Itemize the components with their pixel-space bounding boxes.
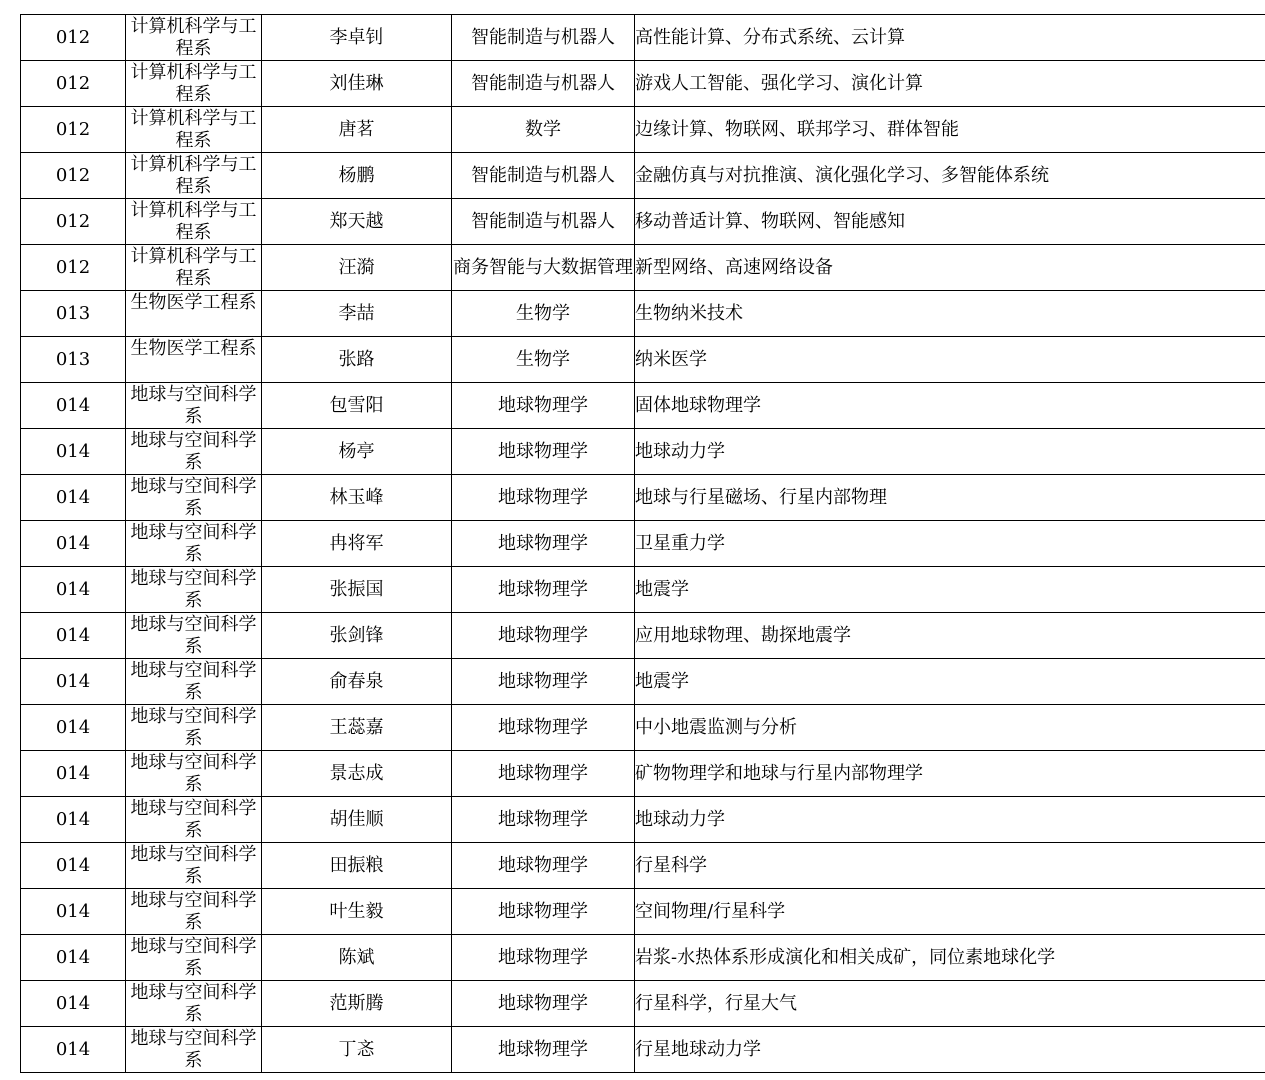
department-text: 地球与空间科学系 xyxy=(130,706,257,749)
supervisor-name-cell: 包雪阳 xyxy=(262,383,452,429)
major-cell: 生物学 xyxy=(452,337,635,383)
department-text: 地球与空间科学系 xyxy=(130,568,257,611)
department-cell xyxy=(126,337,262,383)
research-direction-cell: 金融仿真与对抗推演、演化强化学习、多智能体系统 xyxy=(635,153,1265,199)
major-cell: 地球物理学 xyxy=(452,475,635,521)
department-text: 计算机科学与工程系 xyxy=(130,16,257,59)
major-cell: 商务智能与大数据管理 xyxy=(452,245,635,291)
department-text: 地球与空间科学系 xyxy=(130,614,257,657)
department-cell xyxy=(126,429,262,475)
department-text: 计算机科学与工程系 xyxy=(130,108,257,151)
major-cell: 智能制造与机器人 xyxy=(452,199,635,245)
major-cell: 地球物理学 xyxy=(452,383,635,429)
table-row xyxy=(21,429,1265,475)
major-cell: 地球物理学 xyxy=(452,797,635,843)
table-row xyxy=(21,107,1265,153)
dept-code-cell: 012 xyxy=(21,61,126,107)
dept-code-cell: 014 xyxy=(21,1027,126,1073)
supervisor-name-cell: 汪漪 xyxy=(262,245,452,291)
department-text: 地球与空间科学系 xyxy=(130,890,257,933)
supervisor-name-cell: 陈斌 xyxy=(262,935,452,981)
supervisor-name-cell: 胡佳顺 xyxy=(262,797,452,843)
department-text: 计算机科学与工程系 xyxy=(130,200,257,243)
supervisor-name-cell: 张振国 xyxy=(262,567,452,613)
department-cell xyxy=(126,15,262,61)
table-row xyxy=(21,981,1265,1027)
table-row xyxy=(21,797,1265,843)
supervisor-name-cell: 林玉峰 xyxy=(262,475,452,521)
department-cell xyxy=(126,383,262,429)
table-row xyxy=(21,843,1265,889)
department-cell xyxy=(126,475,262,521)
dept-code-cell: 012 xyxy=(21,153,126,199)
research-direction-cell: 游戏人工智能、强化学习、演化计算 xyxy=(635,61,1265,107)
table-row xyxy=(21,705,1265,751)
supervisor-table xyxy=(20,14,1265,1073)
major-cell: 智能制造与机器人 xyxy=(452,153,635,199)
major-cell: 数学 xyxy=(452,107,635,153)
major-cell: 智能制造与机器人 xyxy=(452,15,635,61)
department-text: 地球与空间科学系 xyxy=(130,660,257,703)
department-text: 地球与空间科学系 xyxy=(130,384,257,427)
major-cell: 地球物理学 xyxy=(452,613,635,659)
dept-code-cell: 014 xyxy=(21,843,126,889)
table-row xyxy=(21,1027,1265,1073)
dept-code-cell: 014 xyxy=(21,567,126,613)
dept-code-cell: 014 xyxy=(21,935,126,981)
department-text: 地球与空间科学系 xyxy=(130,430,257,473)
table-row xyxy=(21,613,1265,659)
research-direction-cell: 应用地球物理、勘探地震学 xyxy=(635,613,1265,659)
research-direction-cell: 矿物物理学和地球与行星内部物理学 xyxy=(635,751,1265,797)
research-direction-cell: 边缘计算、物联网、联邦学习、群体智能 xyxy=(635,107,1265,153)
research-direction-cell: 卫星重力学 xyxy=(635,521,1265,567)
major-cell: 地球物理学 xyxy=(452,521,635,567)
department-cell xyxy=(126,61,262,107)
supervisor-name-cell: 郑天越 xyxy=(262,199,452,245)
supervisor-name-cell: 张剑锋 xyxy=(262,613,452,659)
department-text: 计算机科学与工程系 xyxy=(130,246,257,289)
dept-code-cell: 014 xyxy=(21,889,126,935)
department-cell xyxy=(126,797,262,843)
dept-code-cell: 013 xyxy=(21,291,126,337)
dept-code-cell: 012 xyxy=(21,245,126,291)
department-text: 地球与空间科学系 xyxy=(130,844,257,887)
dept-code-cell: 014 xyxy=(21,751,126,797)
research-direction-cell: 地球动力学 xyxy=(635,797,1265,843)
dept-code-cell: 012 xyxy=(21,199,126,245)
department-text: 地球与空间科学系 xyxy=(130,1028,257,1071)
dept-code-cell: 014 xyxy=(21,705,126,751)
table-row xyxy=(21,245,1265,291)
table-row xyxy=(21,659,1265,705)
supervisor-name-cell: 杨亭 xyxy=(262,429,452,475)
research-direction-cell: 中小地震监测与分析 xyxy=(635,705,1265,751)
department-cell xyxy=(126,751,262,797)
research-direction-cell: 行星科学，行星大气 xyxy=(635,981,1265,1027)
department-text: 地球与空间科学系 xyxy=(130,752,257,795)
table-row xyxy=(21,383,1265,429)
research-direction-cell: 生物纳米技术 xyxy=(635,291,1265,337)
table-row xyxy=(21,889,1265,935)
major-cell: 地球物理学 xyxy=(452,751,635,797)
table-row xyxy=(21,291,1265,337)
major-cell: 地球物理学 xyxy=(452,981,635,1027)
supervisor-name-cell: 丁忞 xyxy=(262,1027,452,1073)
supervisor-name-cell: 刘佳琳 xyxy=(262,61,452,107)
department-cell xyxy=(126,153,262,199)
major-cell: 地球物理学 xyxy=(452,935,635,981)
research-direction-cell: 地球与行星磁场、行星内部物理 xyxy=(635,475,1265,521)
research-direction-cell: 行星科学 xyxy=(635,843,1265,889)
supervisor-name-cell: 冉将军 xyxy=(262,521,452,567)
department-text: 地球与空间科学系 xyxy=(130,936,257,979)
supervisor-name-cell: 王蕊嘉 xyxy=(262,705,452,751)
department-text: 地球与空间科学系 xyxy=(130,982,257,1025)
department-text: 计算机科学与工程系 xyxy=(130,154,257,197)
research-direction-cell: 新型网络、高速网络设备 xyxy=(635,245,1265,291)
supervisor-name-cell: 景志成 xyxy=(262,751,452,797)
table-row xyxy=(21,337,1265,383)
department-text: 地球与空间科学系 xyxy=(130,476,257,519)
department-cell xyxy=(126,659,262,705)
major-cell: 地球物理学 xyxy=(452,889,635,935)
dept-code-cell: 014 xyxy=(21,383,126,429)
research-direction-cell: 空间物理/行星科学 xyxy=(635,889,1265,935)
dept-code-cell: 012 xyxy=(21,15,126,61)
department-text: 生物医学工程系 xyxy=(130,338,257,359)
research-direction-cell: 固体地球物理学 xyxy=(635,383,1265,429)
table-row xyxy=(21,153,1265,199)
table-row xyxy=(21,199,1265,245)
research-direction-cell: 地震学 xyxy=(635,659,1265,705)
dept-code-cell: 014 xyxy=(21,659,126,705)
supervisor-name-cell: 李喆 xyxy=(262,291,452,337)
department-cell xyxy=(126,889,262,935)
table-row xyxy=(21,61,1265,107)
department-cell xyxy=(126,981,262,1027)
department-cell xyxy=(126,107,262,153)
research-direction-cell: 地震学 xyxy=(635,567,1265,613)
major-cell: 地球物理学 xyxy=(452,1027,635,1073)
major-cell: 智能制造与机器人 xyxy=(452,61,635,107)
dept-code-cell: 014 xyxy=(21,521,126,567)
supervisor-name-cell: 李卓钊 xyxy=(262,15,452,61)
department-cell xyxy=(126,705,262,751)
department-text: 地球与空间科学系 xyxy=(130,798,257,841)
supervisor-name-cell: 杨鹏 xyxy=(262,153,452,199)
supervisor-name-cell: 张路 xyxy=(262,337,452,383)
department-cell xyxy=(126,521,262,567)
department-cell xyxy=(126,245,262,291)
table-row xyxy=(21,15,1265,61)
dept-code-cell: 013 xyxy=(21,337,126,383)
dept-code-cell: 014 xyxy=(21,797,126,843)
department-text: 计算机科学与工程系 xyxy=(130,62,257,105)
dept-code-cell: 012 xyxy=(21,107,126,153)
major-cell: 地球物理学 xyxy=(452,843,635,889)
supervisor-name-cell: 俞春泉 xyxy=(262,659,452,705)
department-cell xyxy=(126,613,262,659)
major-cell: 地球物理学 xyxy=(452,429,635,475)
dept-code-cell: 014 xyxy=(21,613,126,659)
research-direction-cell: 移动普适计算、物联网、智能感知 xyxy=(635,199,1265,245)
research-direction-cell: 岩浆-水热体系形成演化和相关成矿，同位素地球化学 xyxy=(635,935,1265,981)
table-row xyxy=(21,935,1265,981)
table-row xyxy=(21,521,1265,567)
department-cell xyxy=(126,199,262,245)
supervisor-name-cell: 范斯腾 xyxy=(262,981,452,1027)
major-cell: 地球物理学 xyxy=(452,567,635,613)
department-cell xyxy=(126,935,262,981)
department-cell xyxy=(126,291,262,337)
department-text: 生物医学工程系 xyxy=(130,292,257,313)
supervisor-name-cell: 唐茗 xyxy=(262,107,452,153)
research-direction-cell: 高性能计算、分布式系统、云计算 xyxy=(635,15,1265,61)
supervisor-name-cell: 叶生毅 xyxy=(262,889,452,935)
major-cell: 地球物理学 xyxy=(452,705,635,751)
table-body xyxy=(21,15,1265,1073)
research-direction-cell: 地球动力学 xyxy=(635,429,1265,475)
major-cell: 生物学 xyxy=(452,291,635,337)
research-direction-cell: 行星地球动力学 xyxy=(635,1027,1265,1073)
department-cell xyxy=(126,843,262,889)
table-row xyxy=(21,567,1265,613)
dept-code-cell: 014 xyxy=(21,475,126,521)
table-row xyxy=(21,751,1265,797)
department-text: 地球与空间科学系 xyxy=(130,522,257,565)
department-cell xyxy=(126,1027,262,1073)
dept-code-cell: 014 xyxy=(21,429,126,475)
supervisor-name-cell: 田振粮 xyxy=(262,843,452,889)
research-direction-cell: 纳米医学 xyxy=(635,337,1265,383)
table-row xyxy=(21,475,1265,521)
dept-code-cell: 014 xyxy=(21,981,126,1027)
major-cell: 地球物理学 xyxy=(452,659,635,705)
department-cell xyxy=(126,567,262,613)
